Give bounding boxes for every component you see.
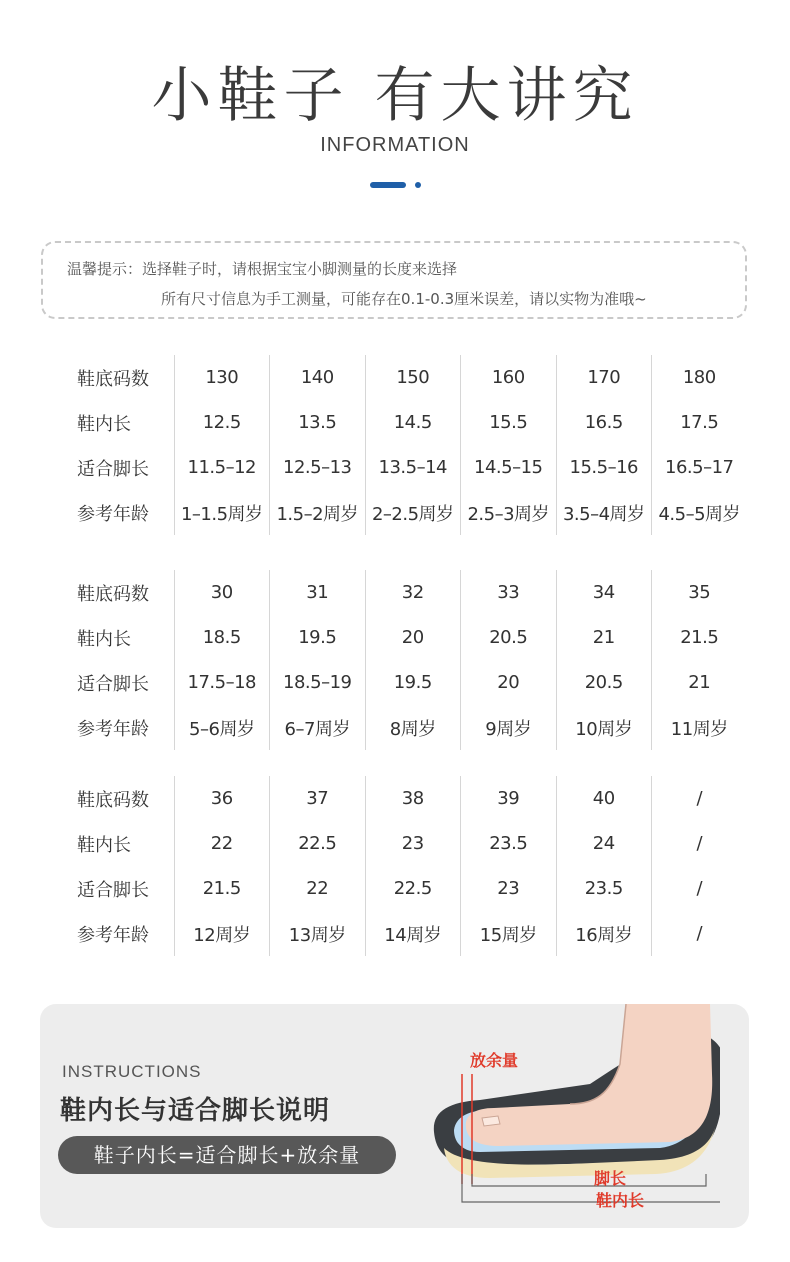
formula-pill: 鞋子内长=适合脚长+放余量 xyxy=(58,1136,396,1174)
table-cell: 31 xyxy=(270,570,366,615)
table-cell: 34 xyxy=(556,570,652,615)
table-cell: 11周岁 xyxy=(652,705,747,750)
inner-length-label: 鞋内长 xyxy=(595,1191,645,1210)
table-cell: 23 xyxy=(365,821,461,866)
table-cell: 22 xyxy=(174,821,270,866)
row-label: 参考年龄 xyxy=(77,503,149,525)
shoe-foot-diagram xyxy=(420,1004,720,1228)
allowance-label: 放余量 xyxy=(470,1051,519,1070)
table-cell: 15周岁 xyxy=(461,911,557,956)
table-cell: 14周岁 xyxy=(365,911,461,956)
instructions-panel xyxy=(40,1004,749,1228)
table-cell: 16.5–17 xyxy=(652,445,747,490)
row-label: 鞋底码数 xyxy=(77,583,149,605)
table-cell: 13.5–14 xyxy=(365,445,461,490)
table-cell: 30 xyxy=(174,570,270,615)
table-cell: 24 xyxy=(556,821,652,866)
table-cell: 18.5–19 xyxy=(270,660,366,705)
table-cell: 20.5 xyxy=(461,615,557,660)
table-cell: 32 xyxy=(365,570,461,615)
table-cell: 20.5 xyxy=(556,660,652,705)
size-table-3 xyxy=(60,776,747,956)
table-cell: 39 xyxy=(461,776,557,821)
decoration-dot xyxy=(415,182,421,188)
foot-length-label: 脚长 xyxy=(593,1169,627,1188)
table-cell: / xyxy=(652,911,747,956)
table-cell: 17.5–18 xyxy=(174,660,270,705)
table-cell: 8周岁 xyxy=(365,705,461,750)
decoration-bar xyxy=(370,182,406,188)
table-cell: 23.5 xyxy=(556,866,652,911)
table-cell: 21 xyxy=(652,660,747,705)
table-row xyxy=(60,445,747,490)
table-cell: 36 xyxy=(174,776,270,821)
row-label: 鞋内长 xyxy=(77,834,131,856)
table-cell: 19.5 xyxy=(365,660,461,705)
table-cell: 21.5 xyxy=(174,866,270,911)
table-row xyxy=(60,911,747,956)
table-cell: 12周岁 xyxy=(174,911,270,956)
table-cell: 13.5 xyxy=(270,400,366,445)
table-cell: 22 xyxy=(270,866,366,911)
table-cell: 11.5–12 xyxy=(174,445,270,490)
table-cell: 13周岁 xyxy=(270,911,366,956)
table-cell: 38 xyxy=(365,776,461,821)
table-cell: 22.5 xyxy=(365,866,461,911)
table-row xyxy=(60,615,747,660)
table-cell: 1.5–2周岁 xyxy=(270,490,366,535)
table-cell: 19.5 xyxy=(270,615,366,660)
table-cell: / xyxy=(652,821,747,866)
table-row xyxy=(60,400,747,445)
table-cell: / xyxy=(652,866,747,911)
table-cell: / xyxy=(652,776,747,821)
table-cell: 33 xyxy=(461,570,557,615)
table-cell: 130 xyxy=(174,355,270,400)
row-label: 适合脚长 xyxy=(77,879,149,901)
table-cell: 21 xyxy=(556,615,652,660)
instructions-en-title: INSTRUCTIONS xyxy=(62,1062,202,1081)
row-label: 适合脚长 xyxy=(77,673,149,695)
table-cell: 21.5 xyxy=(652,615,747,660)
notice-line-1: 温馨提示：选择鞋子时，请根据宝宝小脚测量的长度来选择 xyxy=(67,260,458,278)
table-cell: 35 xyxy=(652,570,747,615)
table-cell: 3.5–4周岁 xyxy=(556,490,652,535)
row-label: 鞋底码数 xyxy=(77,368,149,390)
row-label: 适合脚长 xyxy=(77,458,149,480)
table-cell: 14.5–15 xyxy=(461,445,557,490)
table-cell: 5–6周岁 xyxy=(174,705,270,750)
table-row xyxy=(60,490,747,535)
table-cell: 10周岁 xyxy=(556,705,652,750)
table-cell: 1–1.5周岁 xyxy=(174,490,270,535)
table-cell: 4.5–5周岁 xyxy=(652,490,747,535)
table-row xyxy=(60,705,747,750)
table-cell: 17.5 xyxy=(652,400,747,445)
row-label: 鞋底码数 xyxy=(77,789,149,811)
row-label: 参考年龄 xyxy=(77,718,149,740)
table-cell: 40 xyxy=(556,776,652,821)
table-cell: 23.5 xyxy=(461,821,557,866)
table-cell: 160 xyxy=(461,355,557,400)
table-cell: 16周岁 xyxy=(556,911,652,956)
table-cell: 23 xyxy=(461,866,557,911)
table-cell: 15.5–16 xyxy=(556,445,652,490)
size-table-2 xyxy=(60,570,747,750)
table-cell: 18.5 xyxy=(174,615,270,660)
table-cell: 9周岁 xyxy=(461,705,557,750)
table-cell: 6–7周岁 xyxy=(270,705,366,750)
table-row xyxy=(60,660,747,705)
instructions-cn-title: 鞋内长与适合脚长说明 xyxy=(60,1096,331,1126)
size-table-1 xyxy=(60,355,747,535)
row-label: 鞋内长 xyxy=(77,628,131,650)
inner-length-bracket xyxy=(462,1174,720,1202)
page-title: 小鞋子 有大讲究 xyxy=(151,61,639,131)
table-cell: 150 xyxy=(365,355,461,400)
table-cell: 22.5 xyxy=(270,821,366,866)
notice-line-2: 所有尺寸信息为手工测量，可能存在0.1-0.3厘米误差，请以实物为准哦~ xyxy=(161,290,647,308)
table-cell: 20 xyxy=(461,660,557,705)
toe-nail-icon xyxy=(482,1116,500,1126)
table-cell: 2.5–3周岁 xyxy=(461,490,557,535)
row-label: 鞋内长 xyxy=(77,413,131,435)
table-cell: 12.5 xyxy=(174,400,270,445)
table-cell: 16.5 xyxy=(556,400,652,445)
page-subtitle: INFORMATION xyxy=(320,134,470,156)
table-cell: 170 xyxy=(556,355,652,400)
table-cell: 2–2.5周岁 xyxy=(365,490,461,535)
table-row xyxy=(60,821,747,866)
table-cell: 14.5 xyxy=(365,400,461,445)
table-cell: 15.5 xyxy=(461,400,557,445)
table-row xyxy=(60,776,747,821)
table-row xyxy=(60,866,747,911)
table-cell: 20 xyxy=(365,615,461,660)
table-cell: 37 xyxy=(270,776,366,821)
table-row xyxy=(60,570,747,615)
table-row xyxy=(60,355,747,400)
table-cell: 12.5–13 xyxy=(270,445,366,490)
notice-box xyxy=(41,241,747,319)
foot xyxy=(466,1004,712,1146)
table-cell: 140 xyxy=(270,355,366,400)
table-cell: 180 xyxy=(652,355,747,400)
row-label: 参考年龄 xyxy=(77,924,149,946)
